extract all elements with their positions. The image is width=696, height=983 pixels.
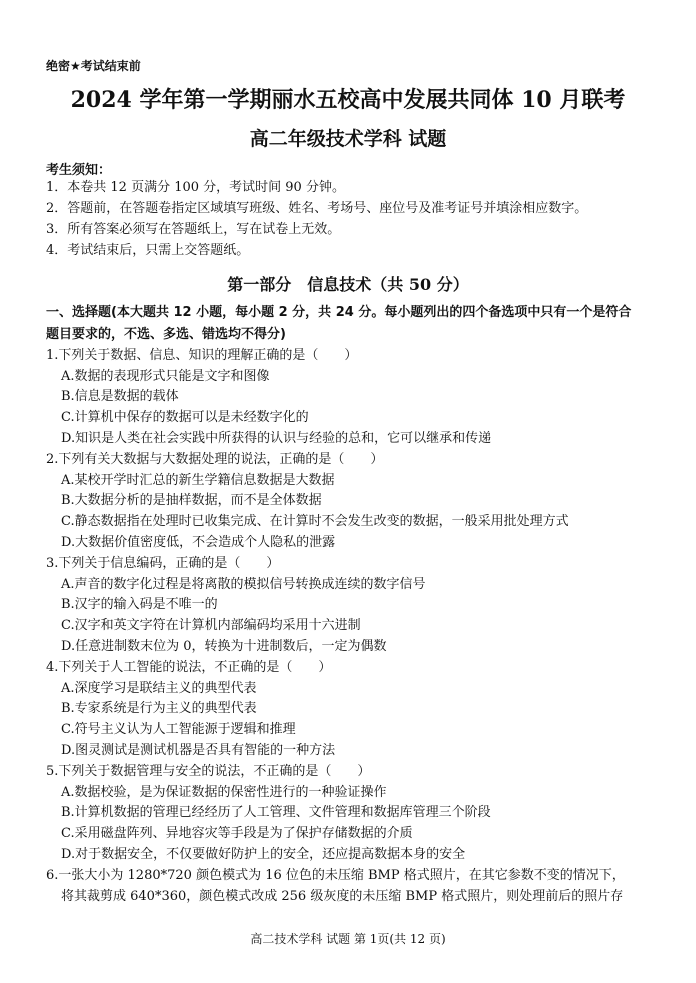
section-instructions-line: 题目要求的，不选、多选、错选均不得分): [46, 327, 286, 342]
question-stem-continuation: 将其裁剪成 640*360，颜色模式改成 256 级灰度的未压缩 BMP 格式照片，则处理前后的照片存: [61, 889, 624, 904]
confidential-mark: 绝密★考试结束前: [46, 59, 141, 73]
question-option: C.采用磁盘阵列、异地容灾等手段是为了保护存储数据的介质: [61, 826, 413, 841]
question-option: C.静态数据指在处理时已收集完成、在计算时不会发生改变的数据，一般采用批处理方式: [61, 514, 569, 529]
question-option: A.深度学习是联结主义的典型代表: [61, 681, 257, 696]
notice-title: 考生须知：: [46, 163, 112, 178]
page-footer: 高二技术学科 试题 第 1页(共 12 页): [250, 932, 446, 946]
question-option: B.信息是数据的载体: [61, 389, 179, 404]
question-option: C.计算机中保存的数据可以是未经数字化的: [61, 410, 309, 425]
question-option: D.图灵测试是测试机器是否具有智能的一种方法: [61, 743, 336, 758]
question-stem: 2.下列有关大数据与大数据处理的说法，正确的是（ ）: [46, 452, 384, 467]
question-option: A.声音的数字化过程是将离散的模拟信号转换成连续的数字信号: [61, 577, 426, 592]
question-option: B.大数据分析的是抽样数据，而不是全体数据: [61, 493, 322, 508]
question-option: D.知识是人类在社会实践中所获得的认识与经验的总和，它可以继承和传递: [61, 431, 492, 446]
question-option: C.汉字和英文字符在计算机内部编码均采用十六进制: [61, 618, 361, 633]
question-stem: 5.下列关于数据管理与安全的说法，不正确的是（ ）: [46, 764, 371, 779]
question-option: B.汉字的输入码是不唯一的: [61, 597, 218, 612]
question-option: C.符号主义认为人工智能源于逻辑和推理: [61, 722, 296, 737]
question-option: A.数据的表现形式只能是文字和图像: [61, 369, 270, 384]
notice-item: 3．所有答案必须写在答题纸上，写在试卷上无效。: [46, 222, 341, 237]
notice-item: 2．答题前，在答题卷指定区域填写班级、姓名、考场号、座位号及准考证号并填涂相应数字。: [46, 201, 588, 216]
exam-subtitle: 高二年级技术学科 试题: [249, 128, 447, 150]
question-option: B.专家系统是行为主义的典型代表: [61, 701, 257, 716]
question-stem: 3.下列关于信息编码，正确的是（ ）: [46, 556, 280, 571]
question-option: A.数据校验，是为保证数据的保密性进行的一种验证操作: [61, 785, 387, 800]
question-option: A.某校开学时汇总的新生学籍信息数据是大数据: [61, 473, 335, 488]
question-option: D.对于数据安全，不仅要做好防护上的安全，还应提高数据本身的安全: [61, 847, 466, 862]
notice-item: 4．考试结束后，只需上交答题纸。: [46, 243, 250, 258]
question-option: D.任意进制数末位为 0，转换为十进制数后，一定为偶数: [61, 639, 387, 654]
part-title: 第一部分 信息技术（共 50 分）: [227, 275, 469, 294]
question-stem: 1.下列关于数据、信息、知识的理解正确的是（ ）: [46, 348, 358, 363]
question-option: D.大数据价值密度低，不会造成个人隐私的泄露: [61, 535, 336, 550]
question-stem: 6.一张大小为 1280*720 颜色模式为 16 位色的未压缩 BMP 格式照片，在其它参数不变的情况下，: [46, 868, 625, 883]
notice-item: 1．本卷共 12 页满分 100 分，考试时间 90 分钟。: [46, 180, 345, 195]
question-stem: 4.下列关于人工智能的说法，不正确的是（ ）: [46, 660, 332, 675]
question-option: B.计算机数据的管理已经经历了人工管理、文件管理和数据库管理三个阶段: [61, 805, 491, 820]
exam-title: 2024 学年第一学期丽水五校高中发展共同体 10 月联考: [70, 87, 626, 113]
section-instructions-line: 一、选择题(本大题共 12 小题，每小题 2 分，共 24 分。每小题列出的四个备选项中只有一个是符合: [46, 305, 632, 320]
